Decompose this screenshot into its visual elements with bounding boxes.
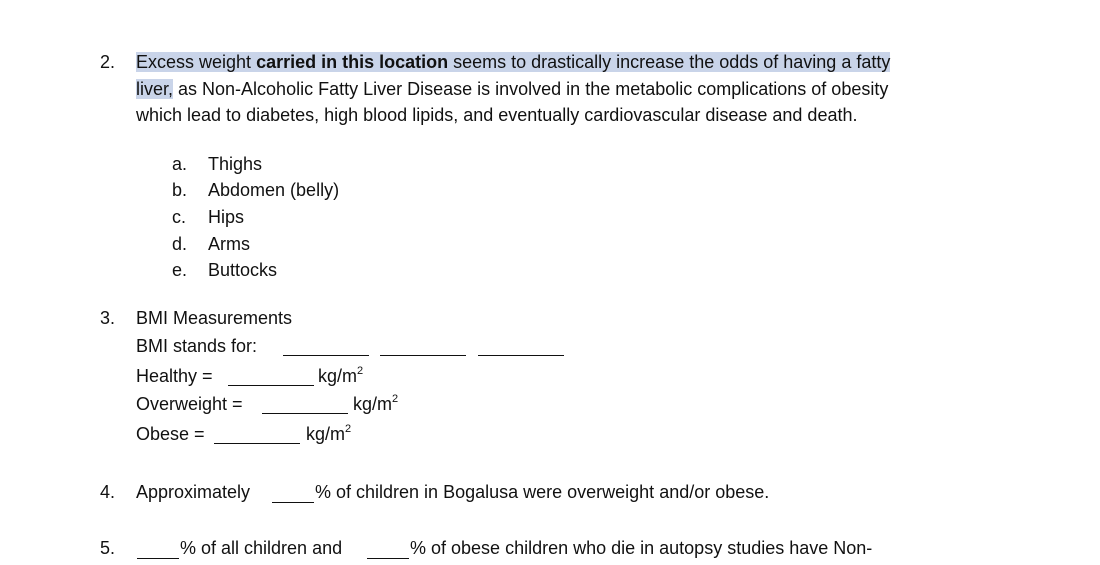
q2-line-1-highlight: [136, 52, 890, 72]
overweight-label: Overweight =: [136, 394, 243, 414]
q5-number: 5.: [100, 538, 116, 558]
unit-base: kg/m: [306, 424, 346, 444]
option-letter: c.: [172, 207, 187, 227]
overweight-row: [136, 393, 243, 415]
bmi-blank-3[interactable]: [478, 340, 564, 356]
healthy-blank[interactable]: [228, 370, 314, 386]
option-text: Abdomen (belly): [208, 180, 340, 200]
unit-exponent: 2: [357, 365, 364, 377]
q5-text-a: % of all children and: [180, 538, 343, 558]
healthy-row: [136, 365, 213, 387]
q2-line-2: [136, 78, 888, 100]
option-text: Buttocks: [208, 260, 278, 280]
q2-bold-phrase: carried in this location: [256, 52, 449, 72]
q4-number: 4.: [100, 482, 116, 502]
bmi-stands-for-row: [136, 335, 257, 357]
q2-line-2-highlight: liver,: [136, 79, 174, 99]
q4-blank[interactable]: [272, 487, 314, 503]
option-letter: b.: [172, 180, 188, 200]
obese-unit: [306, 423, 351, 445]
option-letter: a.: [172, 154, 188, 174]
healthy-label: Healthy =: [136, 366, 213, 386]
q4-text-before: Approximately: [136, 482, 251, 502]
q2-line-3: which lead to diabetes, high blood lipids, and eventually cardiovascular disease and death.: [136, 105, 858, 125]
unit-exponent: 2: [345, 423, 352, 435]
bmi-blank-2[interactable]: [380, 340, 466, 356]
q3-title: BMI Measurements: [136, 308, 293, 328]
option-text: Arms: [208, 234, 250, 254]
overweight-blank[interactable]: [262, 398, 348, 414]
q2-number: 2.: [100, 52, 116, 72]
obese-label: Obese =: [136, 424, 205, 444]
q3-number: 3.: [100, 308, 116, 328]
unit-exponent: 2: [392, 393, 399, 405]
option-letter: d.: [172, 234, 188, 254]
overweight-unit: [353, 393, 398, 415]
bmi-blank-1[interactable]: [283, 340, 369, 356]
q2-text-part-a: Excess weight: [136, 52, 257, 72]
bmi-stands-for-label: BMI stands for:: [136, 336, 258, 356]
q2-line-1: [136, 51, 890, 73]
obese-blank[interactable]: [214, 428, 300, 444]
unit-base: kg/m: [318, 366, 358, 386]
q5-blank-2[interactable]: [367, 543, 409, 559]
obese-row: [136, 423, 205, 445]
q5-text-b: % of obese children who die in autopsy studies have Non-: [410, 538, 873, 558]
q2-line-2-rest: as Non-Alcoholic Fatty Liver Disease is involved in the metabolic complications of obesity: [173, 79, 889, 99]
q4-text-after: % of children in Bogalusa were overweight and/or obese.: [315, 482, 770, 502]
option-letter: e.: [172, 260, 188, 280]
q2-text-part-c: seems to drastically increase the odds of having a fatty: [448, 52, 891, 72]
unit-base: kg/m: [353, 394, 393, 414]
q5-blank-1[interactable]: [137, 543, 179, 559]
option-text: Hips: [208, 207, 245, 227]
option-text: Thighs: [208, 154, 263, 174]
healthy-unit: [318, 365, 363, 387]
